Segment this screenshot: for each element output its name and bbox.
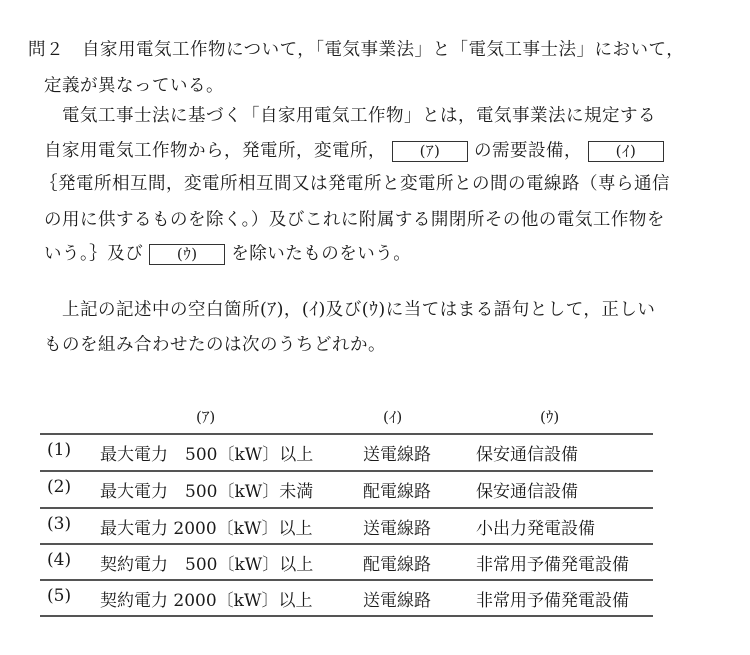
table-row: (4) 契約電力 500〔kW〕以上 配電線路 非常用予備発電設備 xyxy=(47,550,629,575)
body-line3: ｛発電所相互間，変電所相互間又は発電所と変電所との間の電線路（専ら通信 xyxy=(40,174,670,194)
question-intro-line2: 定義が異なっている。 xyxy=(44,76,224,96)
body-line4: の用に供するものを除く。）及びこれに附属する開閉所その他の電気工作物を xyxy=(44,210,665,230)
table-row: (2) 最大電力 500〔kW〕未満 配電線路 保安通信設備 xyxy=(47,477,578,502)
body-line1: 電気工事士法に基づく「自家用電気工作物」とは，電気事業法に規定する xyxy=(62,106,656,126)
table-row: (1) 最大電力 500〔kW〕以上 送電線路 保安通信設備 xyxy=(47,440,578,465)
prompt-line2: ものを組み合わせたのは次のうちどれか。 xyxy=(44,335,386,355)
blank-u: (ｳ) xyxy=(149,244,225,265)
header-a: (ｱ) xyxy=(196,408,216,426)
header-i: (ｲ) xyxy=(383,408,403,426)
table-row: (3) 最大電力 2000〔kW〕以上 送電線路 小出力発電設備 xyxy=(47,514,595,539)
body-line5: いう。｝及び (ｳ) を除いたものをいう。 xyxy=(44,244,412,264)
blank-i: (ｲ) xyxy=(588,141,664,162)
question-intro-line1: 問２ 自家用電気工作物について，「電気事業法」と「電気工事士法」において， xyxy=(28,40,685,60)
table-rule xyxy=(40,615,653,617)
question-number: 問２ xyxy=(28,40,64,60)
body-line2: 自家用電気工作物から，発電所，変電所， (ｱ) の需要設備， (ｲ) xyxy=(44,137,670,162)
header-u: (ｳ) xyxy=(540,408,560,426)
table-row: (5) 契約電力 2000〔kW〕以上 送電線路 非常用予備発電設備 xyxy=(47,586,629,611)
blank-a: (ｱ) xyxy=(392,141,468,162)
prompt-line1: 上記の記述中の空白箇所(ｱ)，(ｲ)及び(ｳ)に当てはまる語句として，正しい xyxy=(62,300,656,320)
